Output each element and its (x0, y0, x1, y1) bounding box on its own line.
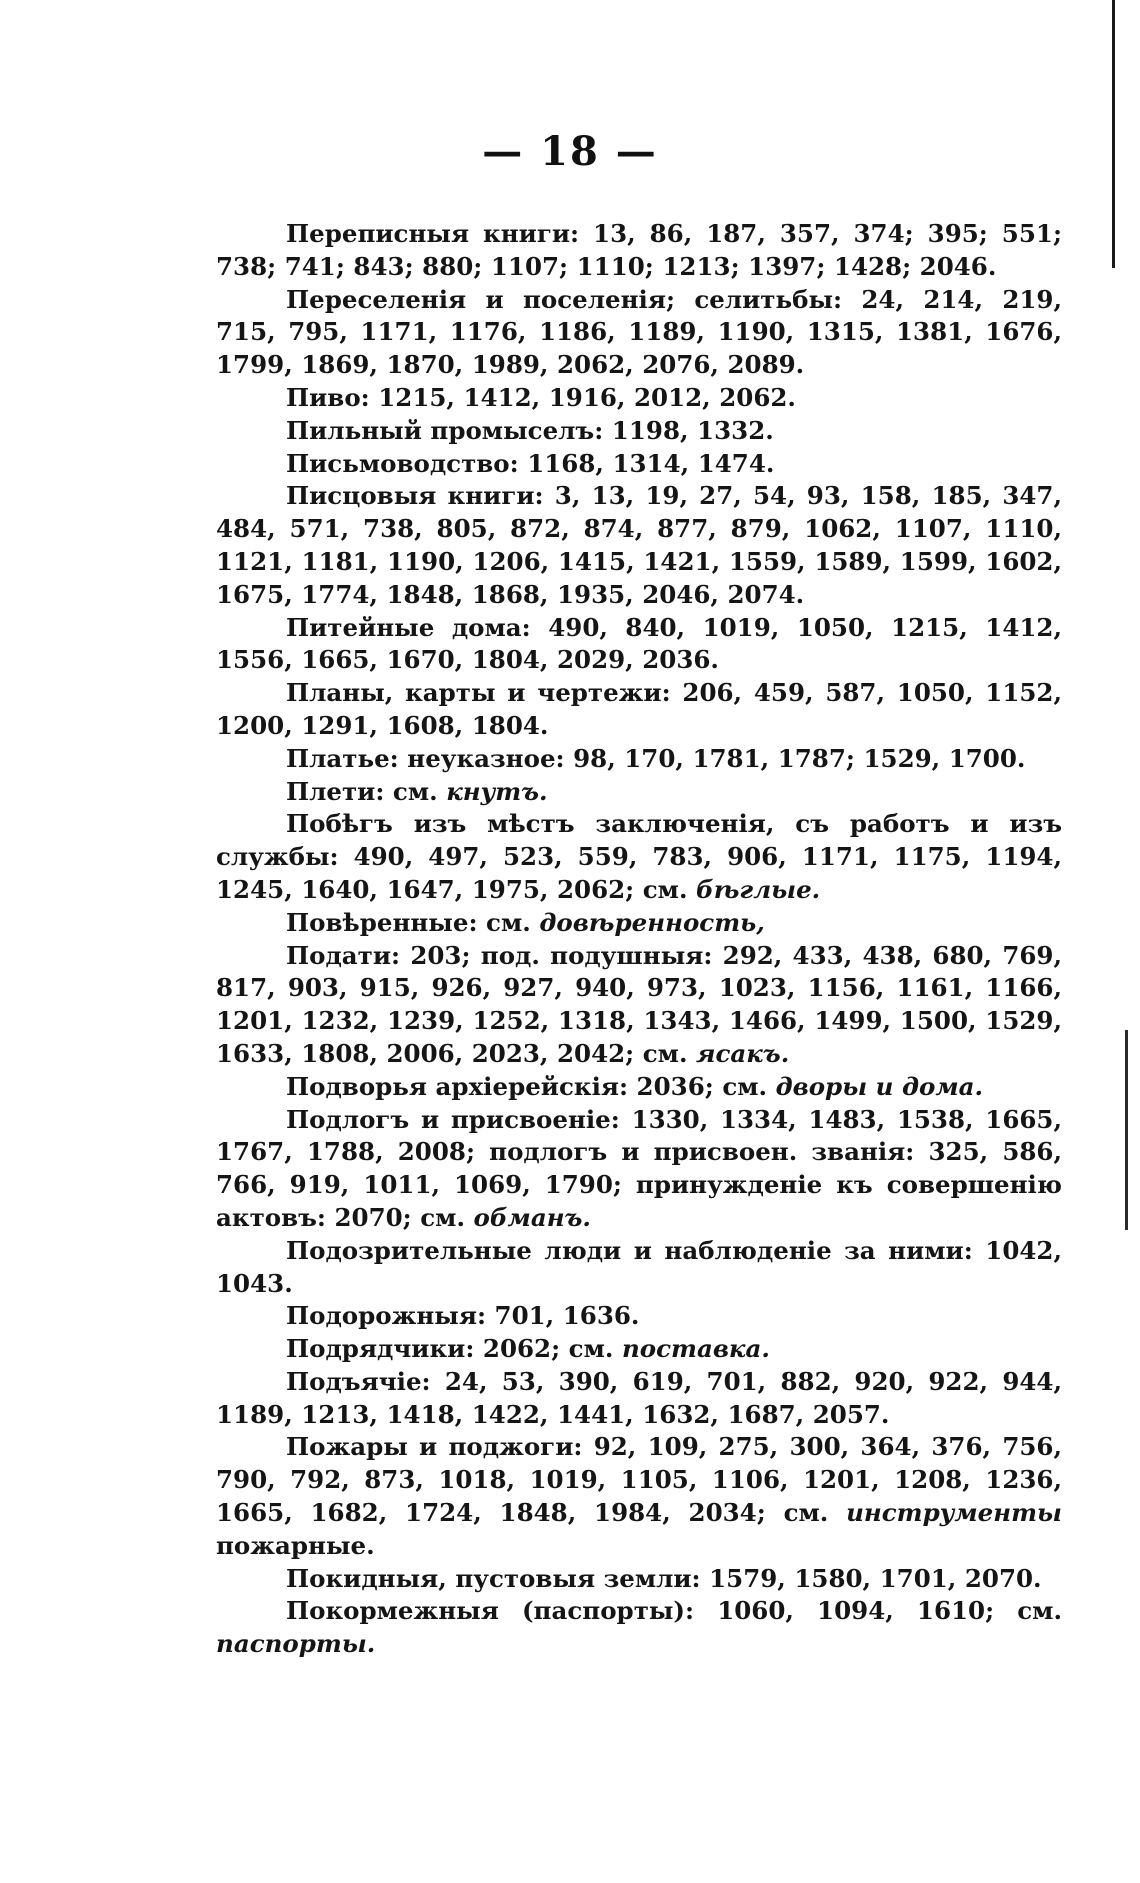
index-entry (216, 382, 1062, 415)
index-term: Подъячіе: (286, 1366, 431, 1396)
index-entry (216, 1300, 1062, 1333)
index-entry (216, 1235, 1062, 1301)
index-cross-reference: поставка. (621, 1334, 770, 1364)
index-cross-reference: дворы и дома. (775, 1071, 984, 1101)
index-term: Питейные дома: (286, 612, 531, 642)
index-cross-reference: бѣглые. (696, 874, 821, 904)
index-cross-reference: обманъ. (473, 1202, 591, 1232)
index-term: Пиво: (286, 382, 370, 412)
index-term: Планы, карты и чертежи: (286, 678, 671, 708)
index-cross-reference: довѣренность, (539, 907, 765, 937)
page-edge-line (1125, 1030, 1128, 1230)
index-term: Подозрительные люди и наблюденіе за ними: (286, 1235, 973, 1265)
index-term: Покормежныя (паспорты): (286, 1596, 695, 1626)
index-cross-reference: ясакъ. (696, 1038, 790, 1068)
index-entry (216, 415, 1062, 448)
index-references: неуказное: 98, 170, 1781, 1787; 1529, 1700. (398, 743, 1026, 773)
index-cross-reference: паспорты. (216, 1629, 376, 1659)
index-tail: пожарные. (216, 1530, 375, 1560)
index-term: Переписныя книги: (286, 219, 580, 248)
index-references: 1168, 1314, 1474. (518, 448, 775, 478)
index-entry (216, 907, 1062, 940)
index-references: 1215, 1412, 1916, 2012, 2062. (369, 382, 796, 412)
index-references: см. (477, 907, 540, 937)
index-entry (216, 776, 1062, 809)
index-entry (216, 1563, 1062, 1596)
index-term: Переселенія и поселенія; (286, 284, 676, 314)
index-term: Платье: (286, 743, 399, 773)
index-term: Подлогъ и присвоеніе: (286, 1104, 620, 1134)
index-references: 206, 459, 587, 1050, 1152, 1200, 1291, 1608, 1804. (216, 678, 1062, 740)
index-entry (216, 448, 1062, 481)
index-references: 3, 13, 19, 27, 54, 93, 158, 185, 347, 484, 571, 738, 805, 872, 874, 877, 879, 1062, 1107, 1110, 1121, 1181, 1190, 1206, 1415, 1421, 1559, 1589, 1599, 1602, 1675, 1774, 1848, 1868, 1935, 2046, 2074. (216, 481, 1063, 609)
index-term: Подати: (286, 940, 401, 970)
index-references: 490, 840, 1019, 1050, 1215, 1412, 1556, 1665, 1670, 1804, 2029, 2036. (216, 612, 1062, 675)
index-entry (216, 677, 1062, 743)
index-entry (216, 743, 1062, 776)
index-references: селитьбы: 24, 214, 219, 715, 795, 1171, 1176, 1186, 1189, 1190, 1315, 1381, 1676, 1799, 1869, 1870, 1989, 2062, 2076, 2089. (216, 284, 1063, 380)
index-references: 701, 1636. (486, 1301, 640, 1331)
index-term: Писцовыя книги: (286, 481, 544, 511)
index-cross-reference: кнутъ. (446, 776, 548, 806)
index-entry (216, 284, 1062, 382)
index-entry (216, 1333, 1062, 1366)
index-term: Повѣренные: (286, 907, 478, 937)
index-references: см. (384, 776, 447, 806)
index-entry (216, 1366, 1062, 1432)
index-term: Подорожныя: (286, 1301, 486, 1331)
index-term: Плети: (286, 776, 385, 806)
index-entry (216, 940, 1062, 1071)
index-entry (216, 612, 1062, 678)
index-entry (216, 480, 1062, 611)
index-term: Письмоводство: (286, 448, 519, 478)
index-cross-reference: инструменты (846, 1498, 1062, 1528)
index-references: 203; под. подушныя: 292, 433, 438, 680, 769, 817, 903, 915, 926, 927, 940, 973, 1023, 1156, 1161, 1166, 1201, 1232, 1239, 1252, 1318, 1343, 1466, 1499, 1500, 1529, 1633, 1808, 2006, 2023, 2042; см. (216, 940, 1062, 1068)
index-references: 2062; см. (474, 1334, 622, 1364)
index-references: 1042, 1043. (216, 1235, 1062, 1298)
index-entry (216, 218, 1062, 284)
index-references: 490, 497, 523, 559, 783, 906, 1171, 1175, 1194, 1245, 1640, 1647, 1975, 2062; см. (216, 842, 1062, 904)
page-number: — 18 — (482, 128, 658, 175)
index-term: Пожары и поджоги: (286, 1432, 583, 1462)
index-term: Подворья архіерейскія: (286, 1071, 629, 1101)
index-references: 24, 53, 390, 619, 701, 882, 920, 922, 944, 1189, 1213, 1418, 1422, 1441, 1632, 1687, 2057. (216, 1366, 1062, 1429)
subject-index (216, 218, 1062, 1661)
index-entry (216, 1071, 1062, 1104)
index-entry (216, 1104, 1062, 1235)
index-entry (216, 1595, 1062, 1661)
index-references: 92, 109, 275, 300, 364, 376, 756, 790, 792, 873, 1018, 1019, 1105, 1106, 1201, 1208, 1236, 1665, 1682, 1724, 1848, 1984, 2034; см. (216, 1432, 1062, 1528)
index-term: Пильный промыселъ: (286, 415, 604, 445)
index-references: 2036; см. (628, 1071, 776, 1101)
index-entry (216, 1431, 1062, 1562)
index-references: 13, 86, 187, 357, 374; 395; 551; 738; 741; 843; 880; 1107; 1110; 1213; 1397; 1428; 2046. (216, 219, 1062, 281)
index-references: 1198, 1332. (603, 415, 774, 445)
index-references: 1579, 1580, 1701, 2070. (700, 1563, 1042, 1593)
index-references: 1330, 1334, 1483, 1538, 1665, 1767, 1788, 2008; подлогъ и присвоен. званія: 325, 586, 766, 919, 1011, 1069, 1790; принужденіе къ совершенію актовъ: 2070; см. (216, 1104, 1062, 1232)
index-entry (216, 808, 1062, 906)
index-term: Побѣгъ изъ мѣстъ заключенія, съ работъ и изъ службы: (216, 809, 1062, 872)
index-term: Подрядчики: (286, 1334, 475, 1364)
index-term: Покидныя, пустовыя земли: (286, 1563, 701, 1593)
index-references: 1060, 1094, 1610; см. (694, 1596, 1062, 1626)
